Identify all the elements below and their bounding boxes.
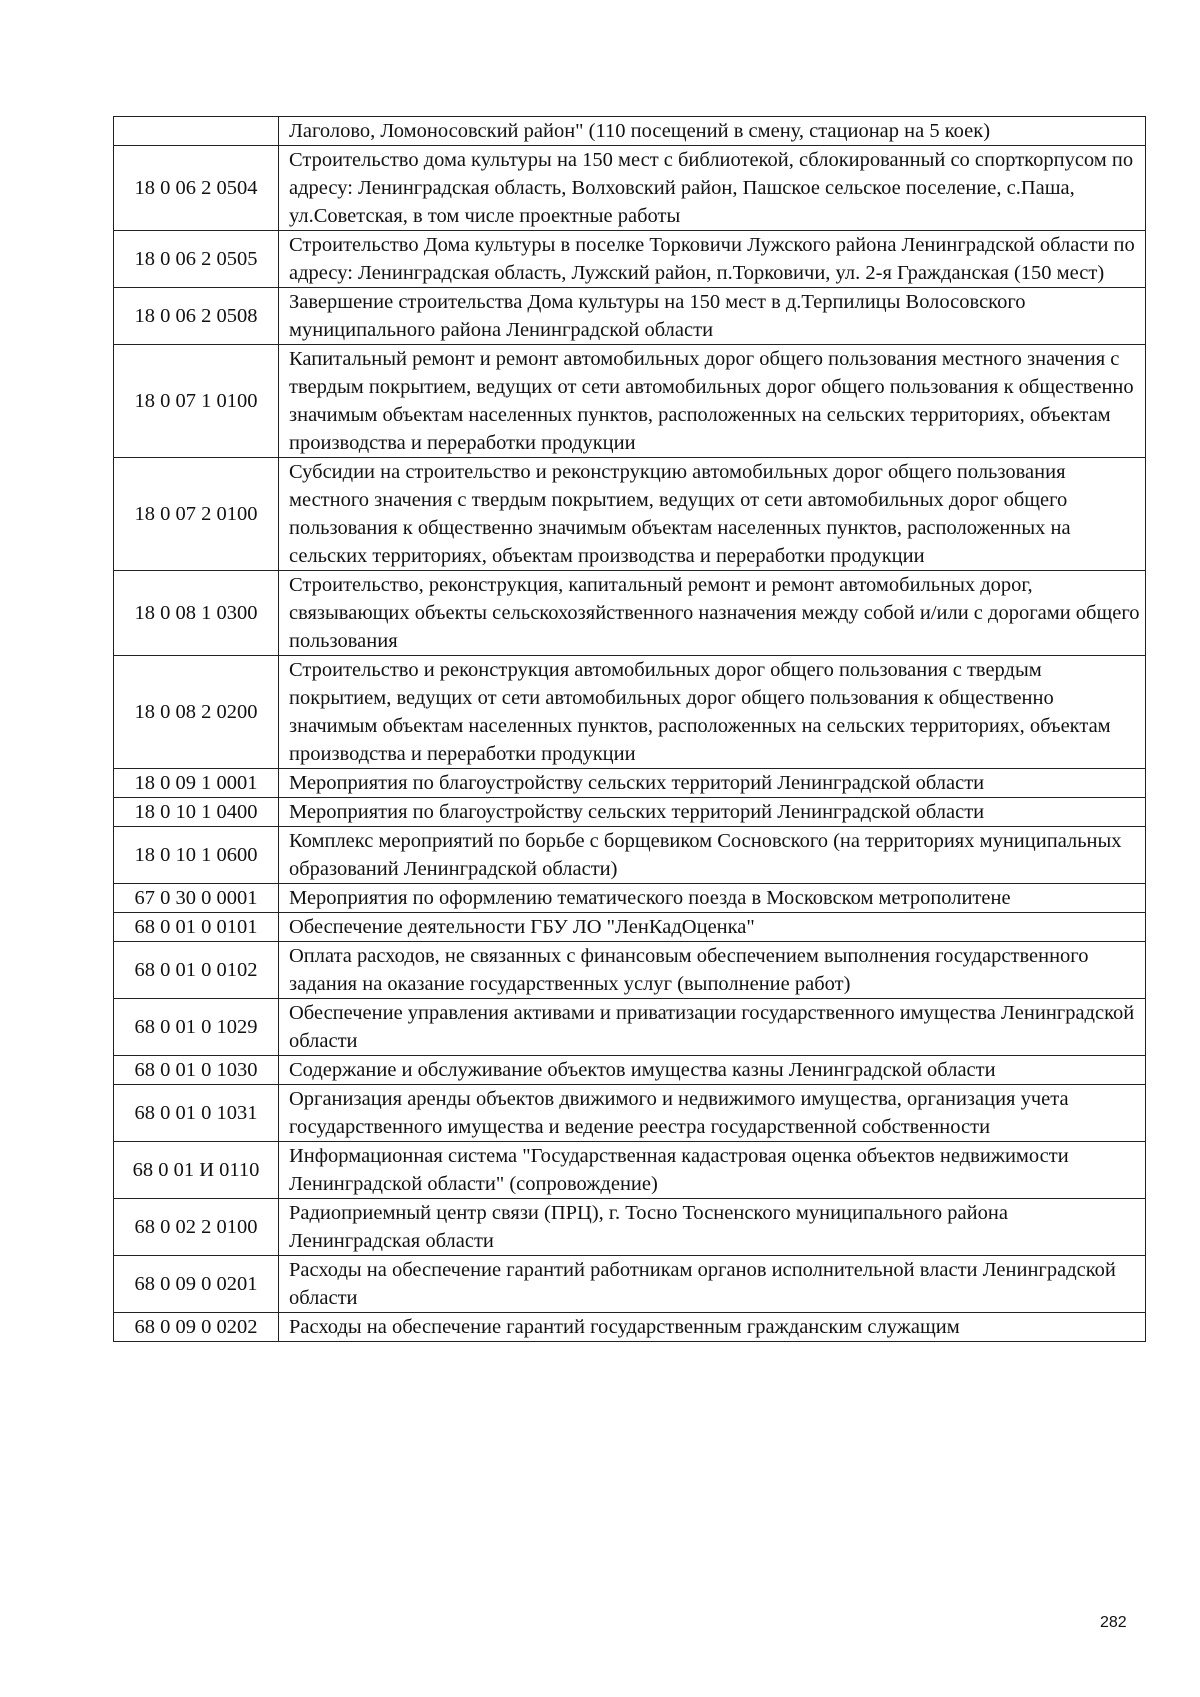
table-row bbox=[114, 1142, 1146, 1199]
table-row bbox=[114, 231, 1146, 288]
description-cell: Мероприятия по благоустройству сельских территорий Ленинградской области bbox=[279, 769, 1146, 798]
description-cell: Капитальный ремонт и ремонт автомобильных дорог общего пользования местного значения с твердым покрытием, ведущих от сети автомобильных дорог общего пользования к общественно значимым объектам населенных пунктов, расположенных на сельских территориях, объектам производства и переработки продукции bbox=[279, 345, 1146, 458]
table-row bbox=[114, 798, 1146, 827]
table-row bbox=[114, 913, 1146, 942]
code-cell: 68 0 09 0 0202 bbox=[114, 1313, 279, 1342]
description-cell: Обеспечение управления активами и приватизации государственного имущества Ленинградской области bbox=[279, 999, 1146, 1056]
code-cell: 18 0 06 2 0504 bbox=[114, 146, 279, 231]
description-cell: Оплата расходов, не связанных с финансовым обеспечением выполнения государственного задания на оказание государственных услуг (выполнение работ) bbox=[279, 942, 1146, 999]
table-row bbox=[114, 1056, 1146, 1085]
description-cell: Завершение строительства Дома культуры на 150 мест в д.Терпилицы Волосовского муниципального района Ленинградской области bbox=[279, 288, 1146, 345]
table-row bbox=[114, 942, 1146, 999]
description-cell: Строительство и реконструкция автомобильных дорог общего пользования с твердым покрытием, ведущих от сети автомобильных дорог общего пользования к общественно значимым объектам населенных пунктов, расположенных на сельских территориях, объектам производства и переработки продукции bbox=[279, 656, 1146, 769]
table-row bbox=[114, 769, 1146, 798]
table-row bbox=[114, 117, 1146, 146]
table-row bbox=[114, 1085, 1146, 1142]
description-cell: Строительство дома культуры на 150 мест с библиотекой, сблокированный со спорткорпусом по адресу: Ленинградская область, Волховский район, Пашское сельское поселение, с.Паша, ул.Советская, в том числе проектные работы bbox=[279, 146, 1146, 231]
code-cell: 67 0 30 0 0001 bbox=[114, 884, 279, 913]
description-cell: Мероприятия по благоустройству сельских территорий Ленинградской области bbox=[279, 798, 1146, 827]
code-cell: 18 0 06 2 0508 bbox=[114, 288, 279, 345]
table-body bbox=[114, 117, 1146, 1342]
table-row bbox=[114, 999, 1146, 1056]
description-cell: Организация аренды объектов движимого и недвижимого имущества, организация учета государственного имущества и ведение реестра государственной собственности bbox=[279, 1085, 1146, 1142]
code-cell: 68 0 01 0 1030 bbox=[114, 1056, 279, 1085]
code-cell: 18 0 07 2 0100 bbox=[114, 458, 279, 571]
table-row bbox=[114, 571, 1146, 656]
description-cell: Обеспечение деятельности ГБУ ЛО "ЛенКадОценка" bbox=[279, 913, 1146, 942]
table-row bbox=[114, 1256, 1146, 1313]
description-cell: Расходы на обеспечение гарантий работникам органов исполнительной власти Ленинградской области bbox=[279, 1256, 1146, 1313]
code-cell: 68 0 01 0 1029 bbox=[114, 999, 279, 1056]
table-row bbox=[114, 288, 1146, 345]
description-cell: Мероприятия по оформлению тематического поезда в Московском метрополитене bbox=[279, 884, 1146, 913]
table-row bbox=[114, 458, 1146, 571]
description-cell: Субсидии на строительство и реконструкцию автомобильных дорог общего пользования местного значения с твердым покрытием, ведущих от сети автомобильных дорог общего пользования к общественно значимым объектам населенных пунктов, расположенных на сельских территориях, объектам производства и переработки продукции bbox=[279, 458, 1146, 571]
code-cell: 68 0 01 0 0101 bbox=[114, 913, 279, 942]
description-cell: Комплекс мероприятий по борьбе с борщевиком Сосновского (на территориях муниципальных образований Ленинградской области) bbox=[279, 827, 1146, 884]
code-cell: 18 0 08 1 0300 bbox=[114, 571, 279, 656]
code-cell: 68 0 01 0 0102 bbox=[114, 942, 279, 999]
table-row bbox=[114, 827, 1146, 884]
table-row bbox=[114, 1313, 1146, 1342]
code-cell: 18 0 10 1 0400 bbox=[114, 798, 279, 827]
code-cell: 68 0 01 0 1031 bbox=[114, 1085, 279, 1142]
description-cell: Лаголово, Ломоносовский район" (110 посещений в смену, стационар на 5 коек) bbox=[279, 117, 1146, 146]
description-cell: Содержание и обслуживание объектов имущества казны Ленинградской области bbox=[279, 1056, 1146, 1085]
code-cell: 68 0 02 2 0100 bbox=[114, 1199, 279, 1256]
description-cell: Радиоприемный центр связи (ПРЦ), г. Тосно Тосненского муниципального района Ленинградская области bbox=[279, 1199, 1146, 1256]
code-cell bbox=[114, 117, 279, 146]
budget-codes-table bbox=[113, 116, 1146, 1342]
code-cell: 18 0 07 1 0100 bbox=[114, 345, 279, 458]
table-row bbox=[114, 1199, 1146, 1256]
description-cell: Расходы на обеспечение гарантий государственным гражданским служащим bbox=[279, 1313, 1146, 1342]
table-row bbox=[114, 656, 1146, 769]
code-cell: 18 0 10 1 0600 bbox=[114, 827, 279, 884]
description-cell: Информационная система "Государственная кадастровая оценка объектов недвижимости Ленинградской области" (сопровождение) bbox=[279, 1142, 1146, 1199]
table-row bbox=[114, 345, 1146, 458]
page-number: 282 bbox=[1100, 1614, 1127, 1631]
code-cell: 18 0 06 2 0505 bbox=[114, 231, 279, 288]
code-cell: 18 0 09 1 0001 bbox=[114, 769, 279, 798]
code-cell: 18 0 08 2 0200 bbox=[114, 656, 279, 769]
table-row bbox=[114, 146, 1146, 231]
code-cell: 68 0 09 0 0201 bbox=[114, 1256, 279, 1313]
code-cell: 68 0 01 И 0110 bbox=[114, 1142, 279, 1199]
description-cell: Строительство Дома культуры в поселке Торковичи Лужского района Ленинградской области по адресу: Ленинградская область, Лужский район, п.Торковичи, ул. 2-я Гражданская (150 мест) bbox=[279, 231, 1146, 288]
description-cell: Строительство, реконструкция, капитальный ремонт и ремонт автомобильных дорог, связывающих объекты сельскохозяйственного назначения между собой и/или с дорогами общего пользования bbox=[279, 571, 1146, 656]
table-row bbox=[114, 884, 1146, 913]
